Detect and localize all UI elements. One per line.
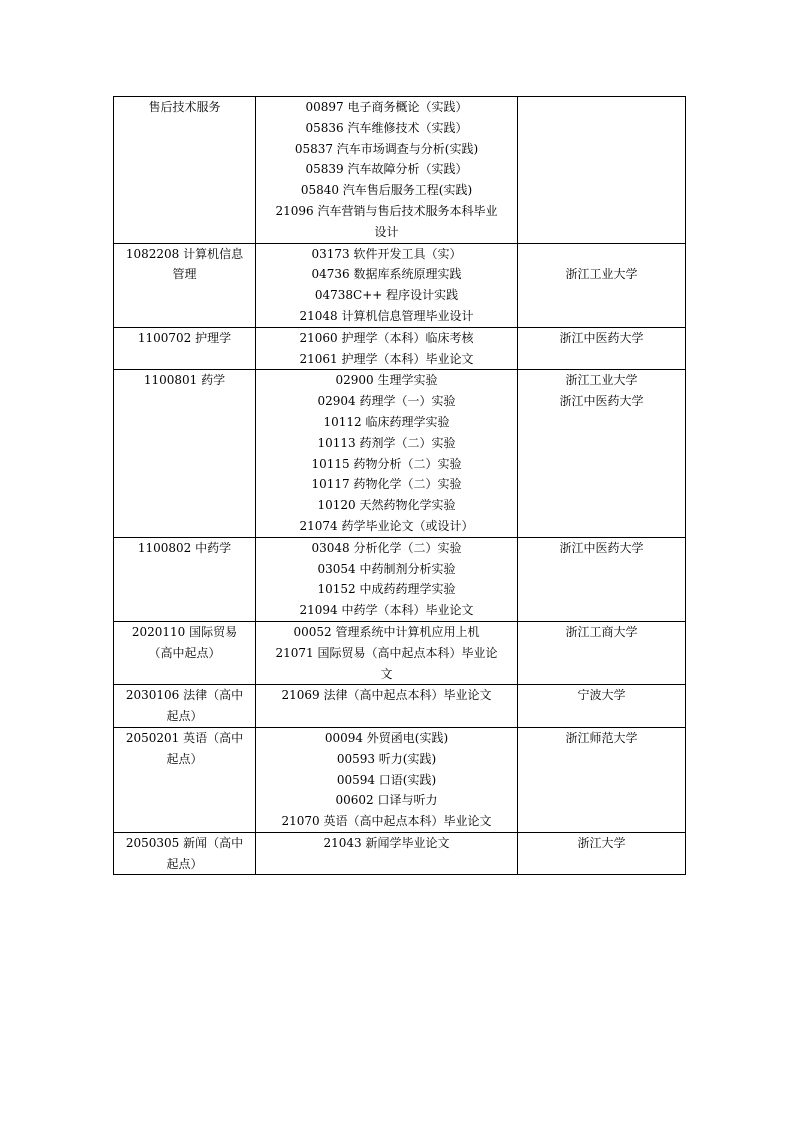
major-cell xyxy=(114,370,256,537)
course-line: 21043 新闻学毕业论文 xyxy=(323,835,450,850)
course-line: 02900 生理学实验 xyxy=(335,373,438,388)
major-cell xyxy=(114,243,256,327)
major-line: 售后技术服务 xyxy=(148,100,221,114)
major-line: 1082208 计算机信息 xyxy=(125,246,244,261)
school-cell xyxy=(518,685,686,728)
course-line: 21060 护理学（本科）临床考核 xyxy=(299,330,474,345)
course-line: 10117 药物化学（二）实验 xyxy=(311,477,462,492)
course-line: 05837 汽车市场调查与分析(实践) xyxy=(294,141,479,156)
course-line: 00602 口译与听力 xyxy=(335,793,438,808)
major-line: 2050305 新闻（高中 xyxy=(125,835,244,850)
course-line: 00094 外贸函电(实践) xyxy=(324,730,449,745)
major-line: 1100801 药学 xyxy=(143,373,226,388)
school-cell xyxy=(518,370,686,537)
course-line: 21094 中药学（本科）毕业论文 xyxy=(299,603,474,618)
school-line: 宁波大学 xyxy=(577,688,626,703)
courses-cell xyxy=(256,832,518,875)
major-line: 2050201 英语（高中 xyxy=(125,730,244,745)
school-line: 浙江工商大学 xyxy=(565,624,638,639)
school-cell xyxy=(518,727,686,832)
courses-cell xyxy=(256,243,518,327)
course-line: 00897 电子商务概论（实践） xyxy=(305,100,468,114)
course-line: 04736 数据库系统原理实践 xyxy=(311,267,462,282)
school-line: 浙江工业大学 xyxy=(565,373,638,388)
major-line: 起点） xyxy=(166,751,203,766)
course-line: 00594 口语(实践) xyxy=(336,772,437,787)
major-line: 起点） xyxy=(166,709,203,724)
school-line: 浙江工业大学 xyxy=(565,267,638,282)
course-line: 05836 汽车维修技术（实践） xyxy=(305,120,468,135)
major-line: 管理 xyxy=(172,267,197,282)
course-line: 03048 分析化学（二）实验 xyxy=(311,540,462,555)
major-line: 1100802 中药学 xyxy=(137,540,232,555)
courses-cell xyxy=(256,621,518,684)
school-cell xyxy=(518,243,686,327)
course-line: 04738C++ 程序设计实践 xyxy=(314,288,459,303)
major-cell xyxy=(114,685,256,728)
course-line: 21074 药学毕业论文（或设计） xyxy=(299,518,474,533)
course-line: 03054 中药制剂分析实验 xyxy=(317,561,456,576)
major-cell xyxy=(114,621,256,684)
course-line: 05839 汽车故障分析（实践） xyxy=(305,162,468,177)
course-line: 02904 药理学（一）实验 xyxy=(317,394,456,409)
courses-cell xyxy=(256,370,518,537)
major-line: （高中起点） xyxy=(148,645,221,660)
course-line: 00593 听力(实践) xyxy=(336,751,437,766)
course-line: 21070 英语（高中起点本科）毕业论文 xyxy=(281,814,492,829)
course-line: 21048 计算机信息管理毕业设计 xyxy=(299,308,474,323)
table-row xyxy=(114,832,686,875)
course-line: 设计 xyxy=(374,224,399,239)
course-line: 21061 护理学（本科）毕业论文 xyxy=(299,351,474,366)
major-line: 2030106 法律（高中 xyxy=(125,688,244,703)
major-line: 1100702 护理学 xyxy=(137,330,232,345)
courses-cell xyxy=(256,537,518,621)
table-row xyxy=(114,370,686,537)
table-row xyxy=(114,621,686,684)
school-line xyxy=(522,244,681,265)
table-row xyxy=(114,327,686,370)
course-line: 10112 临床药理学实验 xyxy=(323,414,450,429)
table-row xyxy=(114,243,686,327)
school-cell xyxy=(518,327,686,370)
major-cell xyxy=(114,832,256,875)
table-row xyxy=(114,97,686,244)
school-cell xyxy=(518,621,686,684)
school-cell xyxy=(518,97,686,244)
school-line: 浙江中医药大学 xyxy=(559,394,644,409)
course-line: 21071 国际贸易（高中起点本科）毕业论 xyxy=(275,645,498,660)
major-cell xyxy=(114,97,256,244)
course-line: 10113 药剂学（二）实验 xyxy=(317,435,456,450)
course-line: 03173 软件开发工具（实） xyxy=(311,246,462,261)
major-line: 2020110 国际贸易 xyxy=(131,624,238,639)
courses-cell xyxy=(256,327,518,370)
school-cell xyxy=(518,832,686,875)
courses-cell xyxy=(256,727,518,832)
major-cell xyxy=(114,537,256,621)
courses-cell xyxy=(256,97,518,244)
course-line: 文 xyxy=(380,666,393,681)
practice-exam-table xyxy=(113,96,686,875)
course-line: 21069 法律（高中起点本科）毕业论文 xyxy=(281,688,492,703)
course-line: 10115 药物分析（二）实验 xyxy=(311,456,462,471)
course-line: 10120 天然药物化学实验 xyxy=(317,498,456,513)
school-line: 浙江中医药大学 xyxy=(559,330,644,345)
school-cell xyxy=(518,537,686,621)
table-row xyxy=(114,685,686,728)
course-line: 21096 汽车营销与售后技术服务本科毕业 xyxy=(275,203,498,218)
major-cell xyxy=(114,727,256,832)
course-line: 00052 管理系统中计算机应用上机 xyxy=(293,624,480,639)
school-line: 浙江师范大学 xyxy=(565,730,638,745)
school-line: 浙江大学 xyxy=(577,835,626,850)
courses-cell xyxy=(256,685,518,728)
course-line: 10152 中成药药理学实验 xyxy=(317,582,456,597)
school-line: 浙江中医药大学 xyxy=(559,540,644,555)
major-line: 起点） xyxy=(166,856,203,871)
table-row xyxy=(114,727,686,832)
table-body xyxy=(114,97,686,875)
course-line: 05840 汽车售后服务工程(实践) xyxy=(300,183,473,198)
table-row xyxy=(114,537,686,621)
major-cell xyxy=(114,327,256,370)
